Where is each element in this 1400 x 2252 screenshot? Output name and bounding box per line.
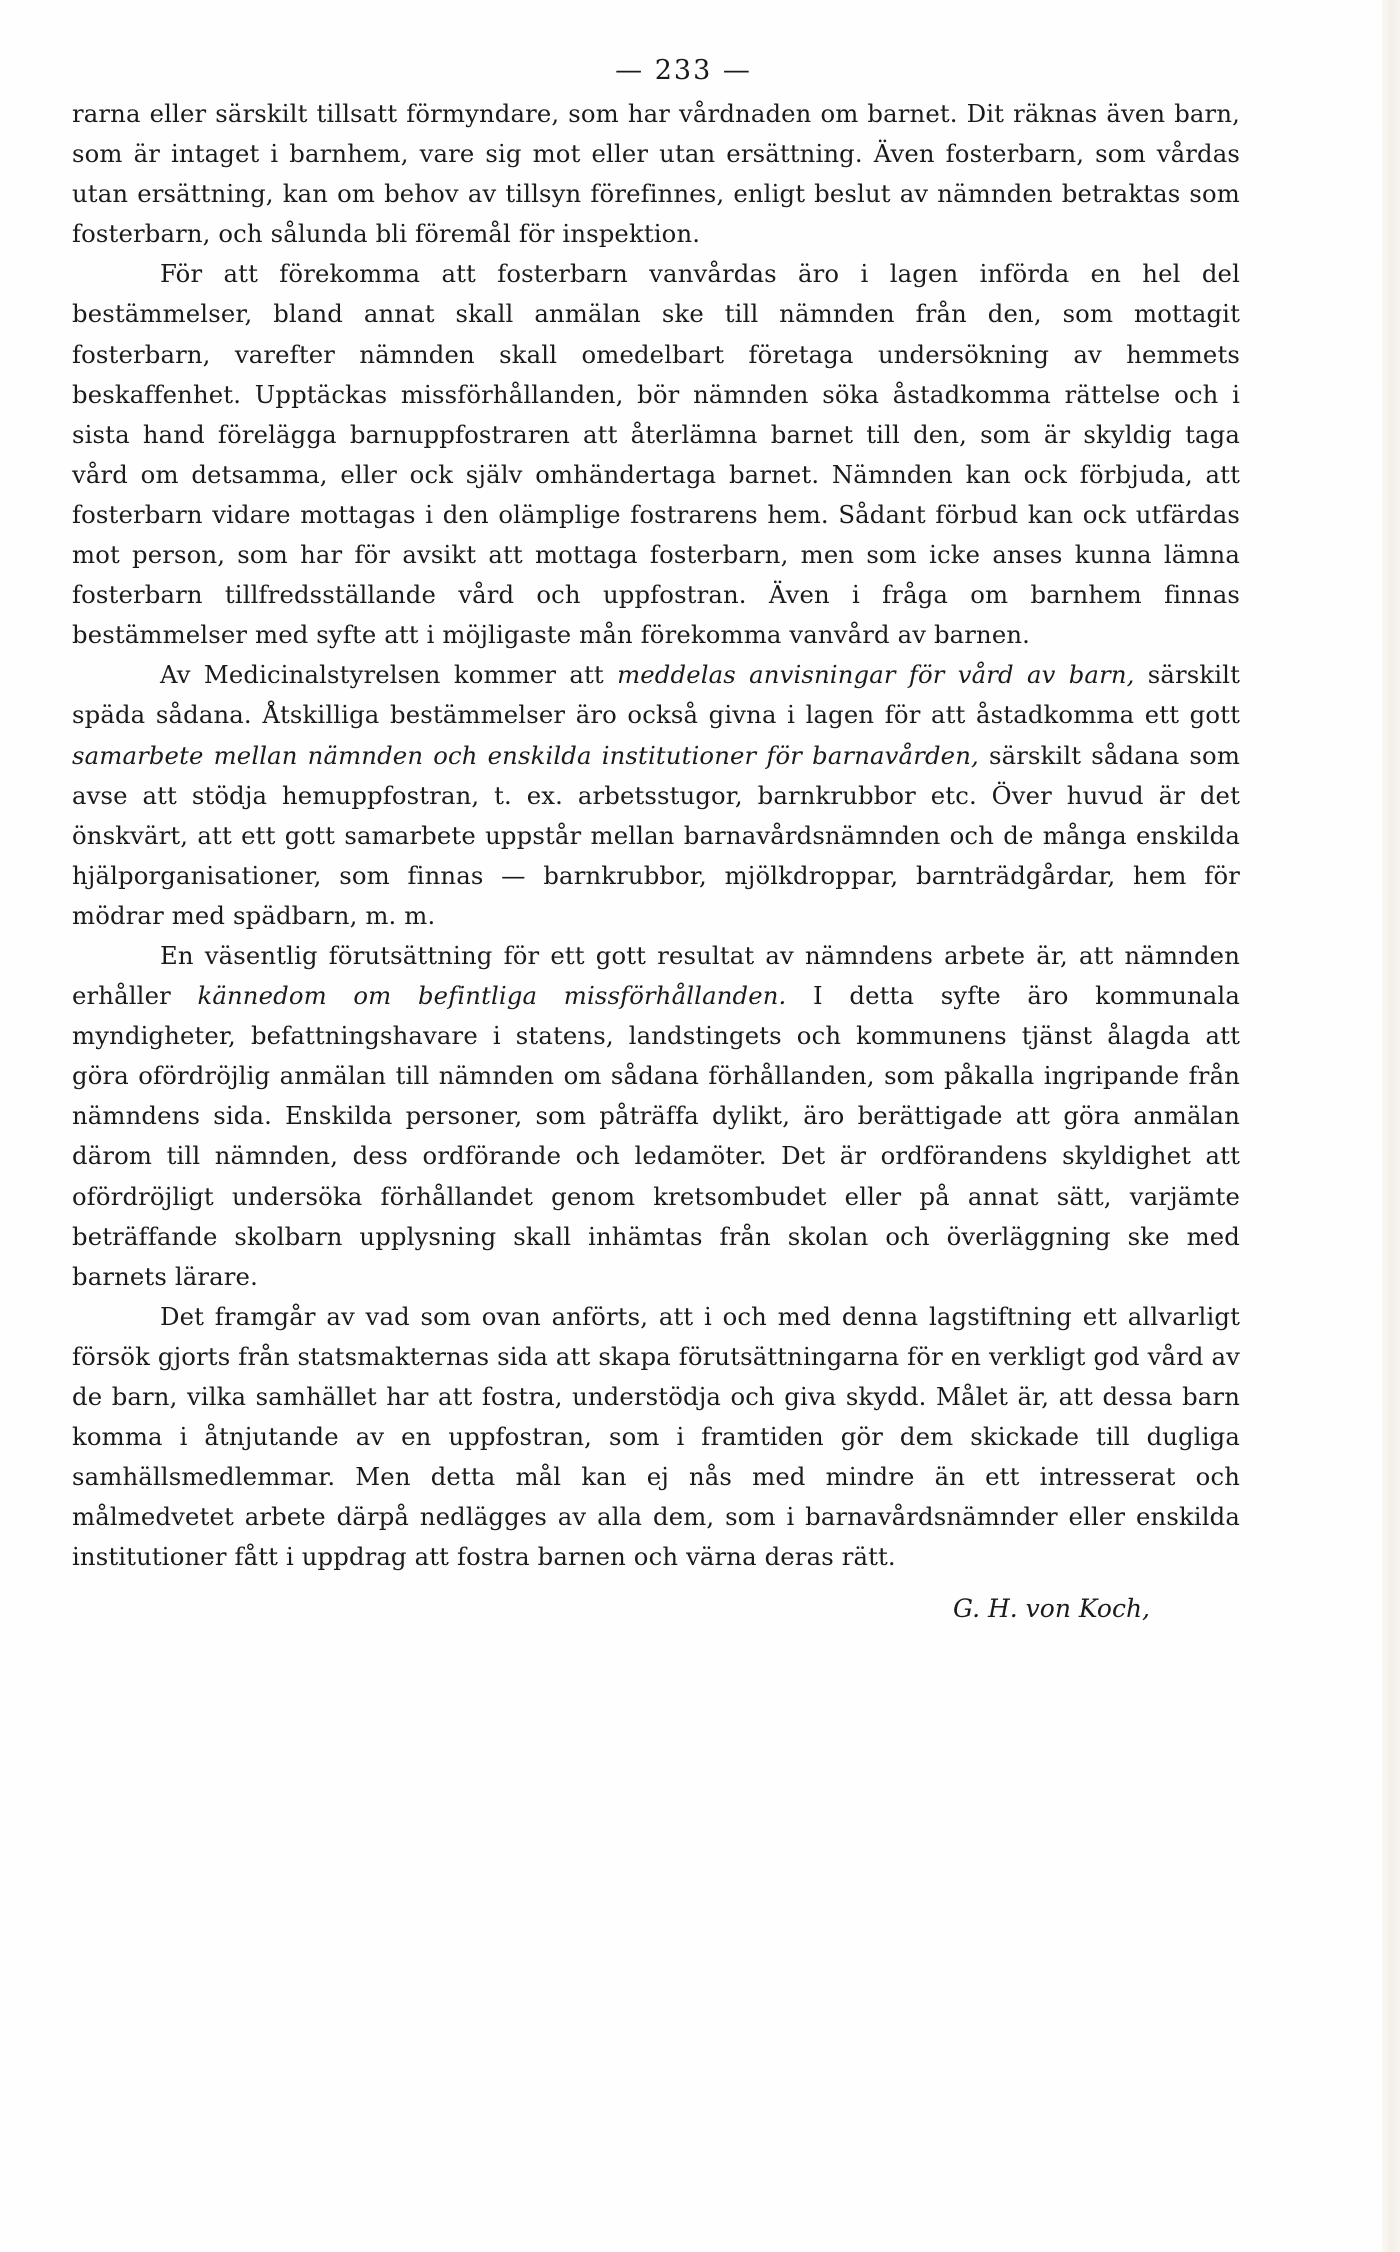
signature: G. H. von Koch, [953,1594,1150,1624]
paragraph [72,655,1240,936]
text-segment: Det framgår av vad som ovan anförts, att i och med denna lagstiftning ett allvarligt försök gjorts från statsmakternas sida att skapa förutsättningarna för en verkligt god vård av de barn, vilka samhället har att fostra, understödja och giva skydd. Målet är, att dessa barn komma i åtnjutande av en uppfostran, som i framtiden gör dem skickade till dugliga samhällsmedlemmar. Men detta mål kan ej nås med mindre än ett intresserat och målmedvetet arbete därpå nedlägges av alla dem, som i barnavårdsnämnder eller enskilda institutioner fått i uppdrag att fostra barnen och värna deras rätt. [72,1301,1240,1572]
page-edge-shadow [1382,0,1400,2252]
text-segment: särskilt späda sådana. Åtskilliga bestämmelser äro också givna i lagen för att åstadkomma ett gott [72,660,1240,730]
italic-emphasis: kännedom om befintliga missförhållanden. [197,981,787,1011]
italic-emphasis: meddelas anvisningar för vård av barn, [617,660,1135,690]
document-page [72,48,1240,1629]
text-segment: En väsentlig förutsättning för ett gott resultat av nämndens arbete är, att nämnden erhåller [72,940,1240,1011]
italic-emphasis: samarbete mellan nämnden och enskilda institutioner för barnavården, [72,740,979,770]
text-segment: För att förekomma att fosterbarn vanvårdas äro i lagen införda en hel del bestämmelser, bland annat skall anmälan ske till nämnden från den, som mottagit fosterbarn, varefter nämnden skall omedelbart företaga undersökning av hemmets beskaffenhet. Upptäckas missförhållanden, bör nämnden söka åstadkomma rättelse och i sista hand förelägga barnuppfostraren att återlämna barnet till den, som är skyldig taga vård om detsamma, eller ock själv omhändertaga barnet. Nämnden kan ock förbjuda, att fosterbarn vidare mottagas i den olämplige fostrarens hem. Sådant förbud kan ock utfärdas mot person, som har för avsikt att mottaga fosterbarn, men som icke anses kunna lämna fosterbarn tillfredsställande vård och uppfostran. Även i fråga om barnhem finnas bestämmelser med syfte att i möjligaste mån förekomma vanvård av barnen. [72,259,1240,650]
paragraph [72,1297,1240,1578]
text-segment: rarna eller särskilt tillsatt förmyndare, som har vårdnaden om barnet. Dit räknas även barn, som är intaget i barnhem, vare sig mot eller utan ersättning. Även fosterbarn, som vårdas utan ersättning, kan om behov av tillsyn förefinnes, enligt beslut av nämnden betraktas som fosterbarn, och sålunda bli föremål för inspektion. [72,99,1240,249]
text-segment: I detta syfte äro kommunala myndigheter, befattningshavare i statens, landstingets och kommunens tjänst ålagda att göra ofördröjlig anmälan till nämnden om sådana förhållanden, som påkalla ingripande från nämndens sida. Enskilda personer, som påträffa dylikt, äro berättigade att göra anmälan därom till nämnden, dess ordförande och ledamöter. Det är ordförandens skyldighet att ofördröjligt undersöka förhållandet genom kretsombudet eller på annat sätt, varjämte beträffande skolbarn upplysning skall inhämtas från skolan och överläggning ske med barnets lärare. [72,981,1240,1291]
paragraph [72,936,1240,1297]
page-number: — 233 — [615,55,752,86]
paragraph [72,254,1240,655]
text-segment: Av Medicinalstyrelsen kommer att [160,660,618,690]
body-text [72,94,1240,1577]
text-segment: särskilt sådana som avse att stödja hemuppfostran, t. ex. arbetsstugor, barnkrubbor etc. Över huvud är det önskvärt, att ett gott samarbete uppstår mellan barnavårdsnämnden och de många enskilda hjälporganisationer, som finnas — barnkrubbor, mjölkdroppar, barnträdgårdar, hem för mödrar med spädbarn, m. m. [72,740,1241,930]
paragraph [72,94,1240,254]
